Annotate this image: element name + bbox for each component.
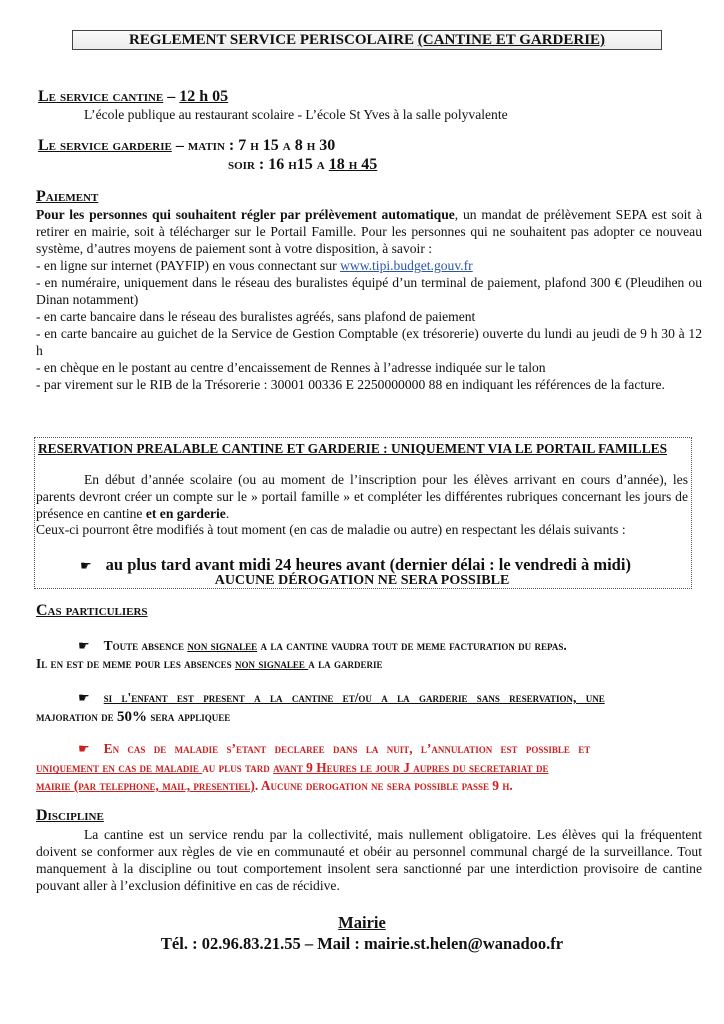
pointing-hand-icon: ☛ [78, 639, 90, 654]
text: si l'enfant est present a la cantine et/ou a la garderie sans reservation, une [103, 690, 605, 705]
reservation-para1-bold: et en garderie [145, 506, 226, 521]
paiement-heading: Paiement [36, 188, 99, 205]
cantine-time: 12 h 05 [179, 88, 229, 105]
deadline-text: au plus tard avant midi 24 heures avant (dernier délai : le vendredi à midi) [105, 555, 631, 574]
pointing-hand-icon: ☛ [80, 559, 92, 574]
text: avant 9 Heures le jour J aupres du secretariat de [273, 760, 549, 775]
soir-label: soir : [228, 156, 269, 173]
footer-contact: Tél. : 02.96.83.21.55 – Mail : mairie.st.helen@wanadoo.fr [160, 934, 564, 953]
text: Toute absence [103, 638, 188, 653]
title-underlined: (CANTINE ET GARDERIE) [417, 32, 606, 48]
payment-method-card-guichet: - en carte bancaire au guichet de la Service de Gestion Comptable (ex trésorerie) ouverte du lundi au jeudi de 9 h 30 à 12 h [36, 326, 702, 358]
paiement-intro: , un mandat de prélèvement SEPA est soit à retirer en mairie, soit à télécharger sur le Portail Famille. Pour les personnes qui ne souhaitent pas adopter ce nouveau système, d’autres moyens de paiement sont à votre disposition, à savoir : [36, 207, 702, 256]
cas-item-absence [78, 638, 567, 654]
matin-label: matin : [187, 137, 239, 154]
cantine-label: Le service cantine [38, 88, 164, 105]
title-main: REGLEMENT SERVICE PERISCOLAIRE [128, 32, 418, 48]
paiement-intro-bold: Pour les personnes qui souhaitent régler par prélèvement automatique [36, 207, 455, 222]
text: sera appliquee [147, 709, 231, 724]
cas-item-maladie [36, 740, 688, 795]
payment-method-cash: - en numéraire, uniquement dans le réseau des buralistes équipé d’un terminal de paiement, plafond 300 € (Pleudihen ou Dinan notamment) [36, 275, 702, 307]
cantine-heading [38, 88, 228, 106]
reservation-deadline [80, 555, 631, 575]
reservation-para1-end: . [225, 506, 230, 521]
text: En cas de maladie s’etant declaree dans la nuit, l’annulation est possible et [103, 741, 591, 756]
text: non signalee [187, 638, 258, 653]
text: uniquement en cas de maladie [36, 760, 203, 775]
pointing-hand-icon: ☛ [78, 691, 90, 706]
pointing-hand-icon: ☛ [78, 742, 90, 757]
discipline-heading: Discipline [36, 807, 104, 824]
paiement-body [36, 206, 702, 393]
cas-item-absence-line2 [36, 656, 382, 672]
text: a la cantine vaudra tout de meme facturation du repas. [257, 638, 567, 653]
reservation-para1 [36, 471, 688, 522]
text: majoration de [36, 709, 118, 724]
majoration-percent: 50% [117, 709, 148, 725]
text: non signalee [235, 656, 309, 671]
cas-item-majoration [36, 689, 688, 726]
text: a la garderie [308, 656, 383, 671]
text: Il en est de meme pour les absences [36, 656, 236, 671]
reservation-para2: Ceux-ci pourront être modifiés à tout moment (en cas de maladie ou autre) en respectant les délais suivants : [36, 522, 626, 537]
payment-method-virement: - par virement sur le RIB de la Trésorerie : 30001 00336 E 2250000000 88 en indiquant les références de la facture. [36, 377, 665, 392]
tipi-link[interactable]: www.tipi.budget.gouv.fr [340, 258, 473, 273]
text: mairie (par telephone, mail, presentiel) [36, 778, 255, 793]
payfip-text: - en ligne sur internet (PAYFIP) en vous connectant sur [36, 258, 341, 273]
document-title [72, 30, 662, 50]
cantine-location: L’école publique au restaurant scolaire - L’école St Yves à la salle polyvalente [84, 107, 508, 122]
payment-method-cheque: - en chèque en le postant au centre d’encaissement de Rennes à l’adresse indiquée sur le talon [36, 360, 546, 375]
no-derogation-notice: AUCUNE DÉROGATION NE SERA POSSIBLE [214, 573, 510, 588]
soir-time-end: 18 h 45 [328, 156, 378, 173]
garderie-soir [228, 156, 377, 174]
cas-heading: Cas particuliers [36, 602, 148, 619]
sep: – [171, 137, 188, 154]
matin-time: 7 h 15 a 8 h 30 [238, 137, 336, 154]
discipline-text: La cantine est un service rendu par la collectivité, mais nullement obligatoire. Les élèves qui la fréquentent doivent se conformer aux règles de vie en communauté et obéir au personnel communal chargé de la surveillance. Tout manquement à la discipline ou tout comportement insolent sera sanctionné par une interdiction provisoire de cantine pouvant aller à l’exclusion définitive en cas de récidive. [36, 827, 702, 893]
garderie-heading [38, 137, 335, 155]
payment-method-card-buralistes: - en carte bancaire dans le réseau des buralistes agréés, sans plafond de paiement [36, 309, 476, 324]
reservation-heading: RESERVATION PREALABLE CANTINE ET GARDERIE : UNIQUEMENT VIA LE PORTAIL FAMILLES [38, 441, 668, 456]
footer-title: Mairie [338, 913, 386, 932]
text: au plus tard [202, 760, 274, 775]
soir-time-start: 16 h15 a [268, 156, 329, 173]
text: . Aucune derogation ne sera possible passe 9 h. [254, 778, 513, 793]
sep: – [163, 88, 180, 105]
reservation-para1-text: En début d’année scolaire (ou au moment de l’inscription pour les élèves arrivant en cours d’année), les parents devront créer un compte sur le » portail famille » et compléter les différentes rubriques concernant les jours de présence en cantine [36, 472, 688, 521]
garderie-label: Le service garderie [38, 137, 172, 154]
